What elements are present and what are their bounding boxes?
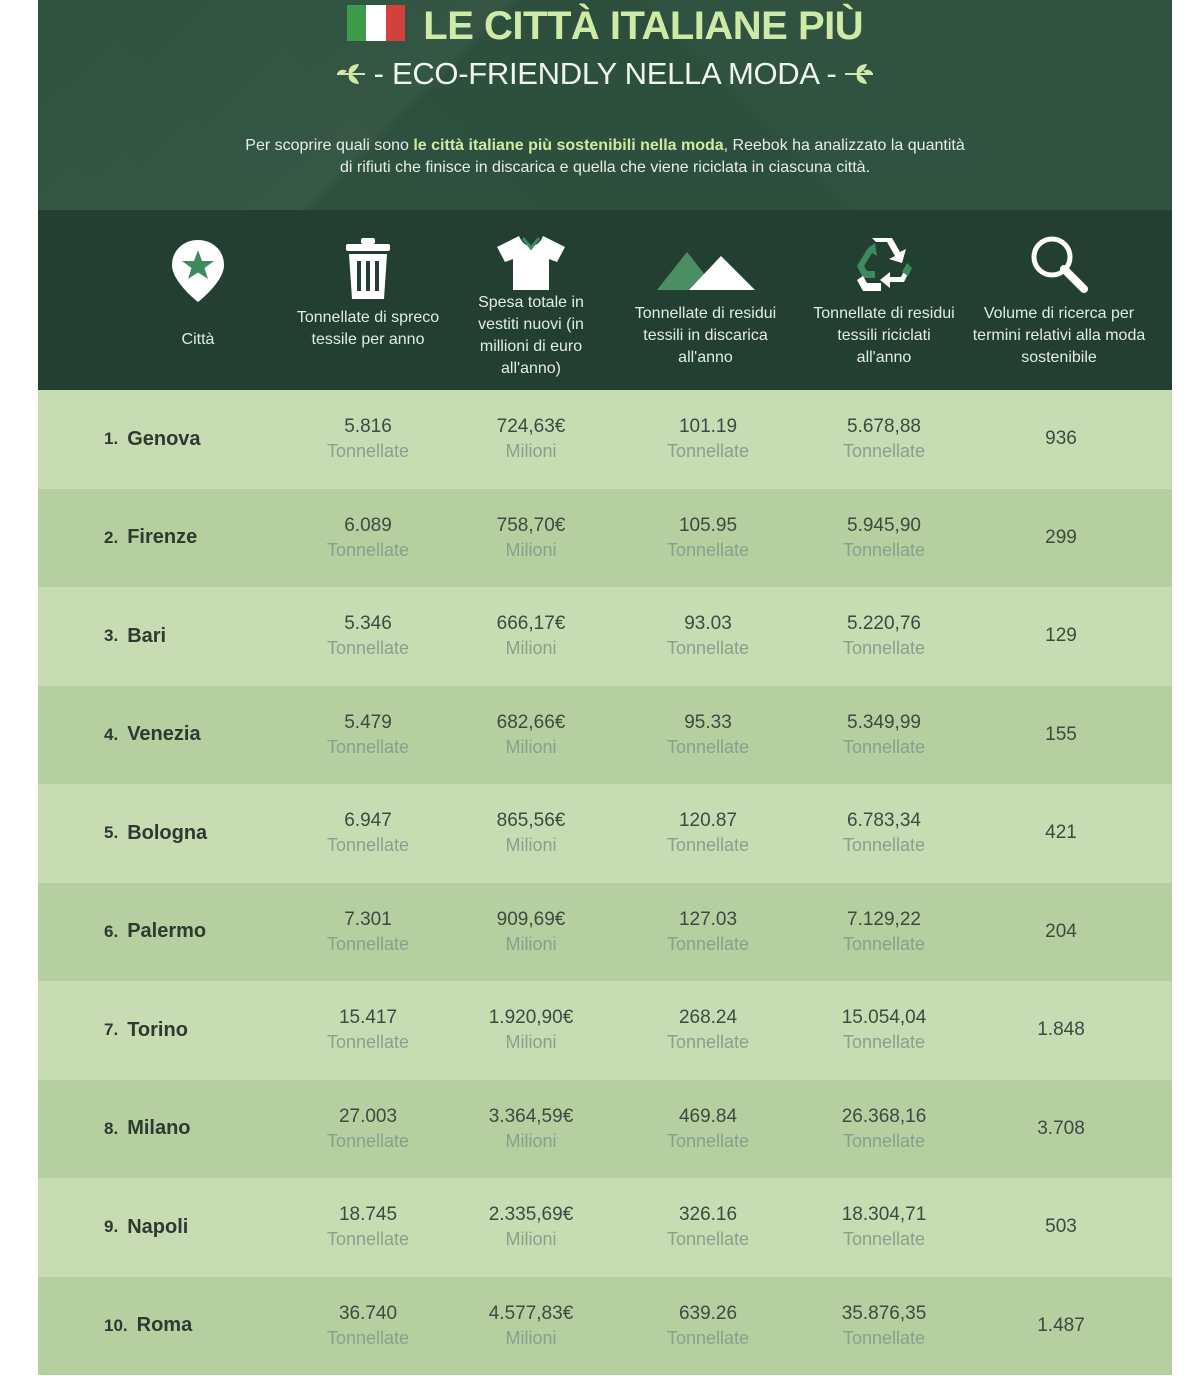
- search-volume-cell: [988, 883, 1134, 982]
- recycled-value: 26.368,16: [841, 1105, 927, 1127]
- waste-cell: [293, 1178, 443, 1277]
- waste-cell: [293, 390, 443, 489]
- landfill-value: 101.19: [678, 416, 738, 438]
- spend-value: 4.577,83€: [488, 1302, 574, 1324]
- recycled-value: 15.054,04: [841, 1007, 927, 1029]
- unit-label: Tonnellate: [842, 1327, 926, 1348]
- city-cell: [104, 390, 201, 489]
- recycled-cell: [808, 784, 960, 883]
- table-row: [38, 784, 1172, 883]
- unit-label: Tonnellate: [666, 1032, 750, 1053]
- spend-value: 909,69€: [496, 908, 566, 930]
- search-volume-value: 1.487: [1037, 1314, 1085, 1336]
- landfill-cell: [628, 686, 788, 785]
- landfill-value: 120.87: [678, 810, 738, 832]
- city-cell: [104, 1277, 192, 1376]
- unit-label: Milioni: [505, 1229, 557, 1250]
- unit-label: Tonnellate: [666, 441, 750, 462]
- unit-label: Tonnellate: [326, 1130, 410, 1151]
- unit-label: Milioni: [505, 539, 557, 560]
- unit-label: Tonnellate: [326, 441, 410, 462]
- rank-number: 1.: [104, 429, 119, 449]
- spend-value: 682,66€: [496, 711, 566, 733]
- search-volume-cell: [988, 784, 1134, 883]
- landfill-cell: [628, 981, 788, 1080]
- landfill-cell: [628, 1178, 788, 1277]
- recycled-cell: [808, 587, 960, 686]
- unit-label: Tonnellate: [326, 1327, 410, 1348]
- unit-label: Tonnellate: [666, 1229, 750, 1250]
- table-row: [38, 981, 1172, 1080]
- landfill-cell: [628, 489, 788, 588]
- spend-value: 1.920,90€: [488, 1007, 574, 1029]
- spend-value: 2.335,69€: [488, 1204, 574, 1226]
- unit-label: Milioni: [505, 638, 557, 659]
- table-row: [38, 1277, 1172, 1376]
- city-cell: [104, 587, 166, 686]
- city-cell: [104, 1080, 191, 1179]
- unit-label: Milioni: [505, 1032, 557, 1053]
- unit-label: Tonnellate: [666, 933, 750, 954]
- unit-label: Tonnellate: [326, 638, 410, 659]
- unit-label: Tonnellate: [326, 736, 410, 757]
- waste-cell: [293, 981, 443, 1080]
- unit-label: Tonnellate: [842, 638, 926, 659]
- search-volume-cell: [988, 981, 1134, 1080]
- spend-cell: [456, 489, 606, 588]
- city-name: Milano: [127, 1117, 191, 1140]
- landfill-value: 127.03: [678, 908, 738, 930]
- unit-label: Milioni: [505, 441, 557, 462]
- recycled-cell: [808, 981, 960, 1080]
- spend-cell: [456, 390, 606, 489]
- search-volume-cell: [988, 1178, 1134, 1277]
- rank-number: 3.: [104, 626, 119, 646]
- waste-value: 7.301: [344, 908, 392, 930]
- unit-label: Tonnellate: [666, 1327, 750, 1348]
- rank-number: 5.: [104, 823, 119, 843]
- waste-value: 36.740: [338, 1302, 398, 1324]
- title-row: [38, 4, 1172, 50]
- spend-cell: [456, 587, 606, 686]
- unit-label: Tonnellate: [842, 1130, 926, 1151]
- waste-cell: [293, 784, 443, 883]
- unit-label: Tonnellate: [842, 933, 926, 954]
- recycled-value: 5.678,88: [847, 416, 921, 438]
- recycled-cell: [808, 883, 960, 982]
- unit-label: Tonnellate: [842, 736, 926, 757]
- unit-label: Milioni: [505, 835, 557, 856]
- search-volume-value: 503: [1045, 1216, 1077, 1238]
- city-name: Genova: [127, 427, 201, 450]
- city-cell: [104, 784, 207, 883]
- recycle-icon: [854, 236, 914, 294]
- waste-cell: [293, 1277, 443, 1376]
- search-volume-cell: [988, 1277, 1134, 1376]
- infographic: [38, 0, 1172, 1378]
- city-name: Roma: [136, 1314, 193, 1337]
- italian-flag-icon: [347, 5, 405, 41]
- page-subtitle: - ECO-FRIENDLY NELLA MODA -: [373, 56, 837, 91]
- waste-value: 6.089: [344, 514, 392, 536]
- search-volume-value: 1.848: [1037, 1019, 1085, 1041]
- landfill-value: 95.33: [684, 711, 732, 733]
- table-row: [38, 686, 1172, 785]
- waste-value: 27.003: [338, 1105, 398, 1127]
- unit-label: Tonnellate: [666, 1130, 750, 1151]
- city-name: Bari: [127, 624, 167, 647]
- city-name: Napoli: [127, 1215, 189, 1238]
- table-row: [38, 587, 1172, 686]
- unit-label: Milioni: [505, 933, 557, 954]
- search-volume-cell: [988, 686, 1134, 785]
- rank-number: 7.: [104, 1020, 119, 1040]
- column-header-search: Volume di ricerca per termini relativi alla moda sostenibile: [968, 210, 1150, 390]
- search-volume-cell: [988, 1080, 1134, 1179]
- spend-value: 865,56€: [496, 810, 566, 832]
- city-name: Palermo: [127, 920, 207, 943]
- search-icon: [1029, 234, 1089, 294]
- spend-value: 758,70€: [496, 514, 566, 536]
- waste-value: 15.417: [338, 1007, 398, 1029]
- unit-label: Tonnellate: [842, 1229, 926, 1250]
- search-volume-value: 421: [1045, 822, 1077, 844]
- map-pin-star-icon: [170, 238, 226, 304]
- landfill-value: 639.26: [678, 1302, 738, 1324]
- leaf-sprig-icon: [335, 62, 369, 86]
- landfill-cell: [628, 390, 788, 489]
- intro-highlight: le città italiane più sostenibili nella moda: [413, 137, 724, 154]
- search-volume-cell: [988, 489, 1134, 588]
- city-cell: [104, 883, 206, 982]
- table-row: [38, 489, 1172, 588]
- waste-cell: [293, 489, 443, 588]
- rank-number: 6.: [104, 921, 119, 941]
- landfill-cell: [628, 784, 788, 883]
- city-name: Firenze: [127, 526, 198, 549]
- city-cell: [104, 1178, 188, 1277]
- waste-value: 6.947: [344, 810, 392, 832]
- city-cell: [104, 489, 197, 588]
- intro-text: Per scoprire quali sono le città italiane più sostenibili nella moda, Reebok ha analizzato la quantità di rifiuti che finisce in discarica e quella che viene riciclata in ciascuna città.: [245, 137, 965, 176]
- unit-label: Milioni: [505, 1130, 557, 1151]
- recycled-value: 7.129,22: [847, 908, 921, 930]
- landfill-cell: [628, 883, 788, 982]
- column-header-waste: Tonnellate di spreco tessile per anno: [293, 210, 443, 390]
- unit-label: Tonnellate: [842, 539, 926, 560]
- table-row: [38, 390, 1172, 489]
- landfill-cell: [628, 1080, 788, 1179]
- search-volume-value: 204: [1045, 920, 1077, 942]
- spend-value: 724,63€: [496, 416, 566, 438]
- recycled-value: 5.945,90: [847, 514, 921, 536]
- recycled-cell: [808, 1178, 960, 1277]
- table-row: [38, 1080, 1172, 1179]
- leaf-sprig-icon: [841, 62, 875, 86]
- spend-value: 3.364,59€: [488, 1105, 574, 1127]
- spend-value: 666,17€: [496, 613, 566, 635]
- unit-label: Tonnellate: [326, 835, 410, 856]
- rank-number: 4.: [104, 724, 119, 744]
- recycled-value: 35.876,35: [841, 1302, 927, 1324]
- landfill-cell: [628, 587, 788, 686]
- search-volume-value: 936: [1045, 428, 1077, 450]
- search-volume-value: 155: [1045, 723, 1077, 745]
- recycled-value: 6.783,34: [847, 810, 921, 832]
- mountains-icon: [657, 250, 755, 292]
- spend-cell: [456, 883, 606, 982]
- unit-label: Tonnellate: [326, 539, 410, 560]
- unit-label: Tonnellate: [842, 835, 926, 856]
- recycled-value: 5.349,99: [847, 711, 921, 733]
- waste-cell: [293, 883, 443, 982]
- search-volume-cell: [988, 587, 1134, 686]
- unit-label: Tonnellate: [842, 441, 926, 462]
- t-shirt-icon: [495, 234, 567, 292]
- waste-value: 18.745: [338, 1204, 398, 1226]
- unit-label: Milioni: [505, 1327, 557, 1348]
- spend-cell: [456, 686, 606, 785]
- unit-label: Tonnellate: [666, 539, 750, 560]
- unit-label: Tonnellate: [326, 1229, 410, 1250]
- column-header-spend: Spesa totale in vestiti nuovi (in millioni di euro all'anno): [456, 210, 606, 390]
- recycled-cell: [808, 489, 960, 588]
- landfill-value: 326.16: [678, 1204, 738, 1226]
- unit-label: Milioni: [505, 736, 557, 757]
- column-header-band: [38, 210, 1172, 390]
- landfill-value: 105.95: [678, 514, 738, 536]
- city-cell: [104, 686, 201, 785]
- waste-cell: [293, 1080, 443, 1179]
- table-row: [38, 1178, 1172, 1277]
- landfill-value: 469.84: [678, 1105, 738, 1127]
- city-name: Bologna: [127, 821, 208, 844]
- rank-number: 9.: [104, 1217, 119, 1237]
- ranking-table: [38, 390, 1172, 1375]
- landfill-value: 93.03: [684, 613, 732, 635]
- unit-label: Tonnellate: [666, 638, 750, 659]
- table-row: [38, 883, 1172, 982]
- waste-value: 5.816: [344, 416, 392, 438]
- column-header-recycled: Tonnellate di residui tessili riciclati all'anno: [808, 210, 960, 390]
- city-name: Venezia: [127, 723, 201, 746]
- column-header-landfill: Tonnellate di residui tessili in discarica all'anno: [623, 210, 788, 390]
- trash-can-icon: [344, 237, 392, 301]
- recycled-value: 18.304,71: [841, 1204, 927, 1226]
- landfill-cell: [628, 1277, 788, 1376]
- recycled-value: 5.220,76: [847, 613, 921, 635]
- city-name: Torino: [127, 1018, 188, 1041]
- header-banner: [38, 0, 1172, 210]
- search-volume-value: 299: [1045, 526, 1077, 548]
- spend-cell: [456, 784, 606, 883]
- unit-label: Tonnellate: [326, 1032, 410, 1053]
- landfill-value: 268.24: [678, 1007, 738, 1029]
- recycled-cell: [808, 686, 960, 785]
- waste-value: 5.346: [344, 613, 392, 635]
- waste-value: 5.479: [344, 711, 392, 733]
- unit-label: Tonnellate: [666, 736, 750, 757]
- search-volume-value: 129: [1045, 625, 1077, 647]
- column-header-city: Città: [118, 210, 278, 390]
- city-cell: [104, 981, 188, 1080]
- spend-cell: [456, 1080, 606, 1179]
- subtitle-row: [38, 56, 1172, 96]
- unit-label: Tonnellate: [326, 933, 410, 954]
- unit-label: Tonnellate: [666, 835, 750, 856]
- search-volume-cell: [988, 390, 1134, 489]
- unit-label: Tonnellate: [842, 1032, 926, 1053]
- recycled-cell: [808, 1080, 960, 1179]
- rank-number: 8.: [104, 1118, 119, 1138]
- spend-cell: [456, 981, 606, 1080]
- rank-number: 10.: [104, 1315, 128, 1335]
- spend-cell: [456, 1277, 606, 1376]
- rank-number: 2.: [104, 527, 119, 547]
- spend-cell: [456, 1178, 606, 1277]
- recycled-cell: [808, 1277, 960, 1376]
- page-title: LE CITTÀ ITALIANE PIÙ: [423, 4, 864, 48]
- waste-cell: [293, 686, 443, 785]
- recycled-cell: [808, 390, 960, 489]
- waste-cell: [293, 587, 443, 686]
- search-volume-value: 3.708: [1037, 1117, 1085, 1139]
